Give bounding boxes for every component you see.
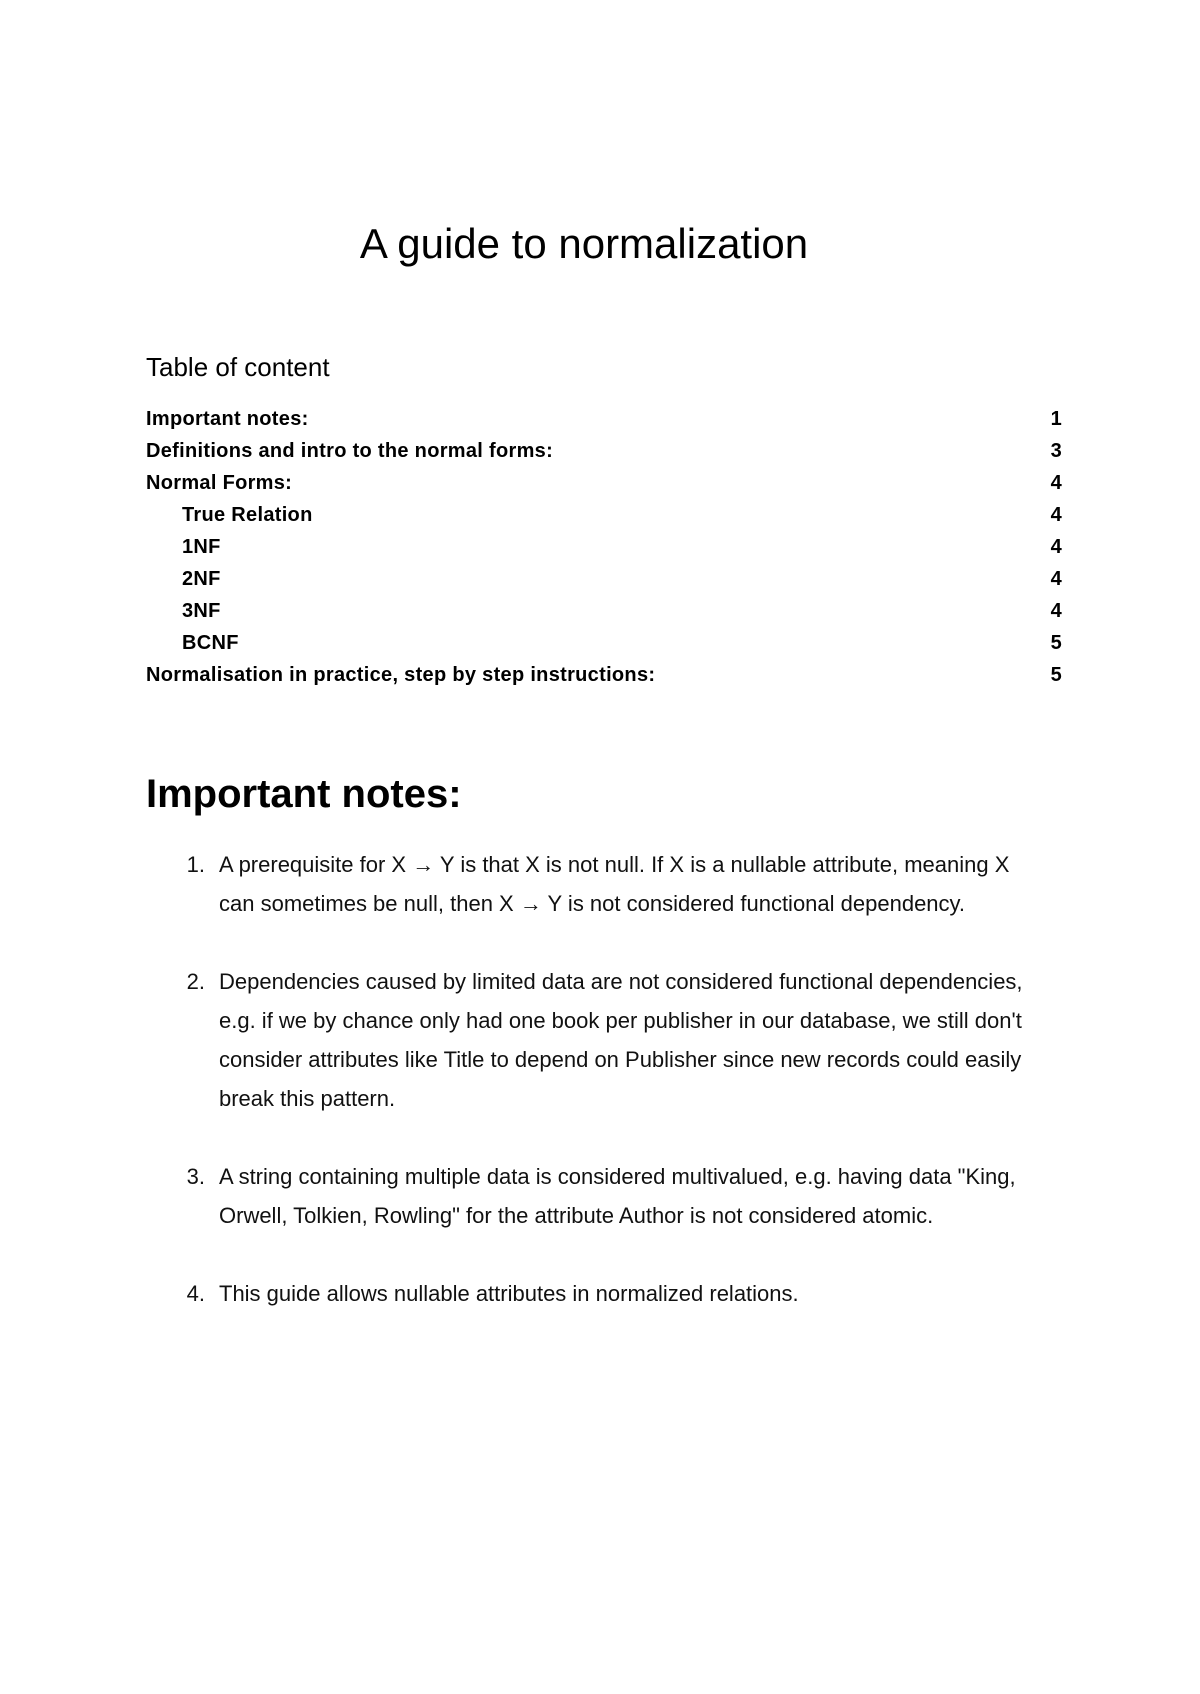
toc-entry-1nf[interactable] [146, 531, 1062, 563]
toc-entry-page: 4 [1050, 504, 1062, 526]
toc-entry-label: 1NF [182, 536, 221, 558]
list-item [146, 1157, 1046, 1235]
toc-entry-label: Important notes: [146, 408, 309, 430]
toc-entry-page: 4 [1050, 472, 1062, 494]
toc-entry-label: Normalisation in practice, step by step instructions: [146, 664, 656, 686]
toc-entry-page: 4 [1050, 600, 1062, 622]
list-item-text: A prerequisite for X → Y is that X is not null. If X is a nullable attribute, meaning X can sometimes be null, then X → Y is not considered functional dependency. [219, 852, 1010, 916]
toc-entry-page: 4 [1050, 568, 1062, 590]
table-of-contents [146, 403, 1062, 691]
list-item-text: Dependencies caused by limited data are not considered functional dependencies, e.g. if we by chance only had one book per publisher in our database, we still don't consider attributes like Title to depend on Publisher since new records could easily break this pattern. [219, 969, 1023, 1111]
toc-entry-page: 1 [1050, 408, 1062, 430]
toc-entry-label: Normal Forms: [146, 472, 293, 494]
toc-entry-page: 5 [1050, 632, 1062, 654]
toc-heading: Table of content [146, 352, 330, 382]
toc-entry-page: 4 [1050, 536, 1062, 558]
list-item-text: This guide allows nullable attributes in normalized relations. [219, 1281, 799, 1306]
list-item [146, 1274, 1046, 1313]
toc-entry-page: 5 [1050, 664, 1062, 686]
toc-entry-true-relation[interactable] [146, 499, 1062, 531]
toc-entry-2nf[interactable] [146, 563, 1062, 595]
toc-entry-label: Definitions and intro to the normal forms: [146, 440, 554, 462]
toc-entry-label: 3NF [182, 600, 221, 622]
list-item [146, 962, 1046, 1118]
toc-entry-label: 2NF [182, 568, 221, 590]
toc-entry-bcnf[interactable] [146, 627, 1062, 659]
toc-entry-page: 3 [1050, 440, 1062, 462]
toc-entry-important-notes[interactable] [146, 403, 1062, 435]
important-notes-list [146, 845, 1046, 1352]
toc-entry-normalisation-in-practice[interactable] [146, 659, 1062, 691]
toc-entry-label: True Relation [182, 504, 313, 526]
toc-entry-definitions[interactable] [146, 435, 1062, 467]
list-item-number: 4. [186, 1281, 205, 1306]
list-item-number: 1. [186, 852, 205, 877]
toc-entry-label: BCNF [182, 632, 239, 654]
list-item-text: A string containing multiple data is considered multivalued, e.g. having data "King, Orwell, Tolkien, Rowling" for the attribute Author is not considered atomic. [219, 1164, 1016, 1228]
section-heading-important-notes: Important notes: [146, 772, 462, 816]
list-item [146, 845, 1046, 923]
toc-entry-normal-forms[interactable] [146, 467, 1062, 499]
list-item-number: 2. [186, 969, 205, 994]
document-title: A guide to normalization [359, 220, 809, 267]
list-item-number: 3. [186, 1164, 205, 1189]
toc-entry-3nf[interactable] [146, 595, 1062, 627]
